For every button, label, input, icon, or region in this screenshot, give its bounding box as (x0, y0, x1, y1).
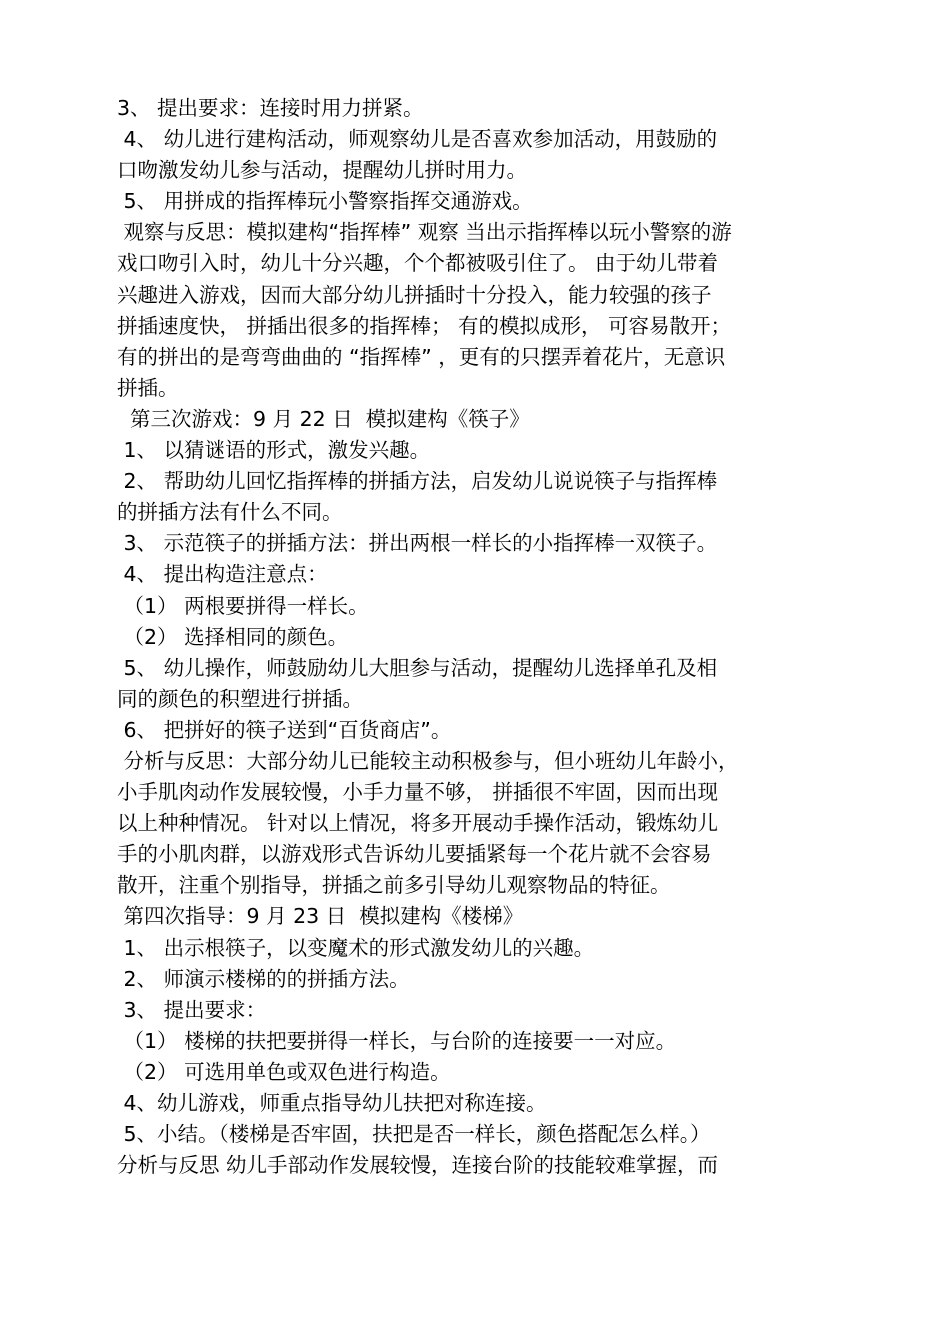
text-line: 3、 示范筷子的拼插方法：拼出两根一样长的小指挥棒一双筷子。 (117, 531, 718, 556)
text-line: 以上种种情况。 针对以上情况，将多开展动手操作活动，锻炼幼儿 (117, 811, 719, 836)
text-line: 1、 以猜谜语的形式，激发兴趣。 (117, 438, 431, 463)
document-body (117, 93, 837, 1181)
text-line: 5、 幼儿操作，师鼓励幼儿大胆参与活动，提醒幼儿选择单孔及相 (117, 655, 718, 680)
text-line: （1） 楼梯的扶把要拼得一样长，与台阶的连接要一一对应。 (117, 1028, 677, 1053)
text-line: 1、 出示根筷子，以变魔术的形式激发幼儿的兴趣。 (117, 935, 595, 960)
text-line: 手的小肌肉群，以游戏形式告诉幼儿要插紧每一个花片就不会容易 (117, 842, 712, 867)
text-line: 有的拼出的是弯弯曲曲的 “指挥棒” ，更有的只摆弄着花片，无意识 (117, 344, 726, 369)
text-line: 同的颜色的积塑进行拼插。 (117, 686, 363, 711)
text-line: 2、 帮助幼儿回忆指挥棒的拼插方法，启发幼儿说说筷子与指挥棒 (117, 469, 718, 494)
text-line: 5、 用拼成的指挥棒玩小警察指挥交通游戏。 (117, 189, 533, 214)
text-line: 观察与反思：模拟建构“指挥棒” 观察 当出示指挥棒以玩小警察的游 (117, 220, 732, 245)
text-line: 6、 把拼好的筷子送到“百货商店”。 (117, 717, 452, 742)
text-line: 2、 师演示楼梯的的拼插方法。 (117, 966, 410, 991)
text-line: 小手肌肉动作发展较慢，小手力量不够， 拼插很不牢固，因而出现 (117, 780, 719, 805)
text-line: 4、幼儿游戏，师重点指导幼儿扶把对称连接。 (117, 1091, 547, 1115)
text-line: 散开，注重个别指导，拼插之前多引导幼儿观察物品的特征。 (117, 873, 671, 898)
text-line: （2） 选择相同的颜色。 (117, 624, 349, 649)
text-line: 拼插速度快， 拼插出很多的指挥棒； 有的模拟成形， 可容易散开； (117, 313, 732, 338)
text-line: 戏口吻引入时，幼儿十分兴趣，个个都被吸引住了。 由于幼儿带着 (117, 251, 719, 276)
text-line: 5、小结。（楼梯是否牢固，扶把是否一样长，颜色搭配怎么样。） (117, 1122, 711, 1147)
text-line: 分析与反思 幼儿手部动作发展较慢，连接台阶的技能较难掌握，而 (117, 1153, 719, 1178)
text-line: （1） 两根要拼得一样长。 (117, 593, 369, 618)
section-heading: 第三次游戏：9 月 22 日 模拟建构《筷子》 (117, 406, 530, 431)
text-line: 4、 幼儿进行建构活动，师观察幼儿是否喜欢参加活动，用鼓励的 (117, 127, 718, 152)
text-line: 分析与反思：大部分幼儿已能较主动积极参与，但小班幼儿年龄小， (117, 748, 739, 773)
text-line: （2） 可选用单色或双色进行构造。 (117, 1059, 451, 1084)
text-line: 的拼插方法有什么不同。 (117, 500, 343, 525)
text-line: 3、 提出要求： (117, 997, 267, 1022)
text-line: 4、 提出构造注意点： (117, 562, 328, 587)
text-line: 3、 提出要求：连接时用力拼紧。 (117, 96, 424, 120)
text-line: 口吻激发幼儿参与活动，提醒幼儿拼时用力。 (117, 158, 527, 183)
text-line: 兴趣进入游戏，因而大部分幼儿拼插时十分投入，能力较强的孩子 (117, 282, 712, 307)
section-heading: 第四次指导：9 月 23 日 模拟建构《楼梯》 (117, 904, 524, 929)
text-line: 拼插。 (117, 375, 179, 400)
